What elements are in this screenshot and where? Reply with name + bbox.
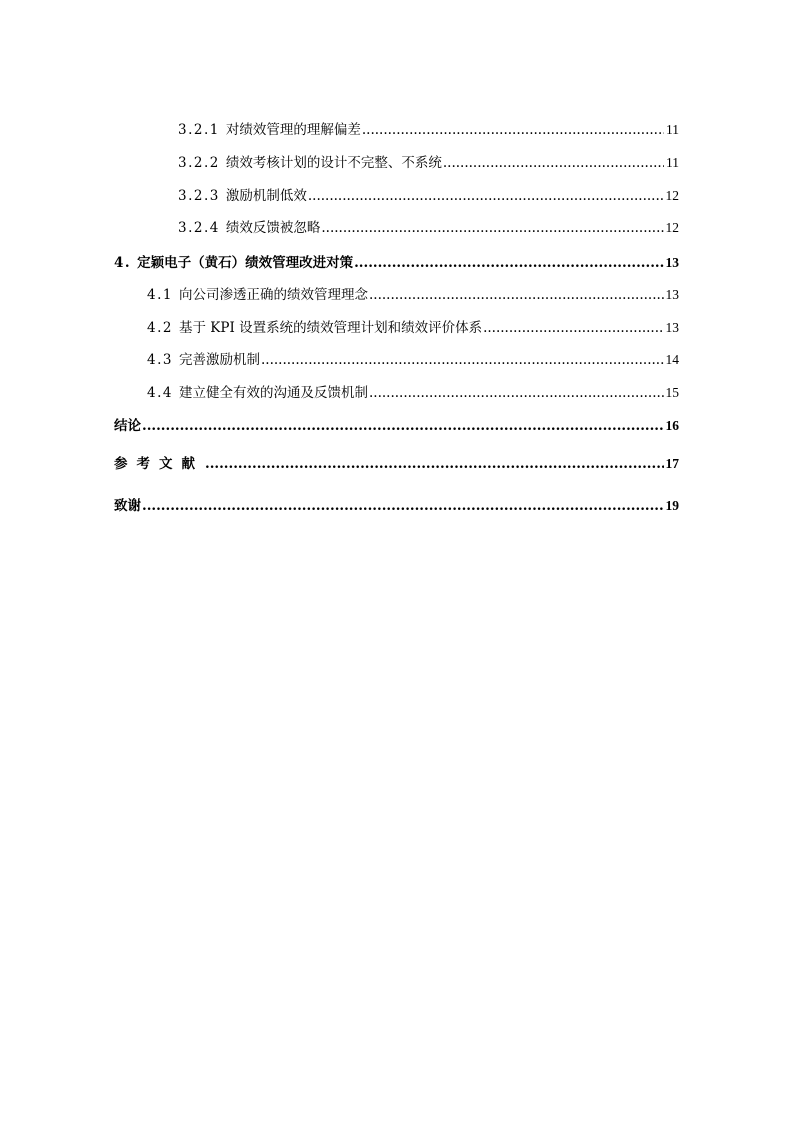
- toc-entry-page: 16: [665, 418, 679, 433]
- toc-dot-leader: [321, 218, 663, 238]
- toc-entry-page: 13: [665, 287, 679, 302]
- toc-entry-number: 4.4: [147, 385, 173, 401]
- toc-entry-page: 17: [665, 456, 679, 471]
- toc-entry-page: 12: [665, 220, 679, 235]
- toc-entry-number: 3.2.1: [178, 122, 220, 138]
- toc-entry-number: 4.1: [147, 287, 173, 303]
- toc-dot-leader: [483, 318, 663, 338]
- toc-dot-leader: [354, 253, 663, 273]
- toc-dot-leader: [261, 350, 664, 370]
- toc-entry-page: 15: [665, 385, 679, 400]
- toc-entry-title: 向公司渗透正确的绩效管理理念: [178, 287, 368, 303]
- toc-entry-references[interactable]: [114, 454, 679, 474]
- toc-entry-title: 激励机制低效: [225, 188, 307, 204]
- toc-entry-title: 建立健全有效的沟通及反馈机制: [178, 385, 368, 401]
- toc-entry-page: 13: [665, 320, 679, 335]
- toc-entry-title: 定颖电子（黄石）绩效管理改进对策: [137, 255, 354, 271]
- toc-entry-title: 绩效反馈被忽略: [225, 220, 321, 236]
- toc-entry-title: 完善激励机制: [178, 352, 260, 368]
- toc-entry-title: 结论: [114, 418, 141, 434]
- toc-entry-number: 4.: [114, 255, 132, 271]
- toc-entry-page: 11: [666, 155, 679, 170]
- toc-entry-3-2-3[interactable]: [178, 186, 679, 206]
- toc-entry-4-1[interactable]: [147, 285, 679, 305]
- toc-entry-page: 12: [665, 188, 679, 203]
- toc-entry-page: 19: [665, 498, 679, 513]
- toc-dot-leader: [369, 383, 664, 403]
- toc-entry-number: 3.2.2: [178, 155, 220, 171]
- toc-entry-conclusion[interactable]: [114, 416, 679, 436]
- toc-dot-leader: [308, 186, 664, 206]
- toc-entry-number: 4.2: [147, 320, 173, 336]
- toc-entry-title: 对绩效管理的理解偏差: [225, 122, 361, 138]
- toc-entry-title: 绩效考核计划的设计不完整、不系统: [225, 155, 442, 171]
- toc-dot-leader: [362, 120, 664, 140]
- toc-entry-title: 基于 KPI 设置系统的绩效管理计划和绩效评价体系: [178, 320, 483, 336]
- toc-entry-number: 4.3: [147, 352, 173, 368]
- toc-dot-leader: [142, 416, 664, 436]
- toc-entry-number: 3.2.3: [178, 188, 220, 204]
- toc-entry-number: 3.2.4: [178, 220, 220, 236]
- toc-entry-4-2[interactable]: [147, 318, 679, 338]
- toc-entry-3-2-1[interactable]: [178, 120, 679, 140]
- toc-entry-4[interactable]: [114, 253, 679, 273]
- toc-dot-leader: [142, 496, 664, 516]
- toc-entry-4-3[interactable]: [147, 350, 679, 370]
- toc-entry-3-2-4[interactable]: [178, 218, 679, 238]
- toc-entry-4-4[interactable]: [147, 383, 679, 403]
- toc-entry-title: 致谢: [114, 498, 141, 514]
- toc-dot-leader: [369, 285, 664, 305]
- toc-entry-3-2-2[interactable]: [178, 153, 679, 173]
- toc-dot-leader: [205, 454, 664, 474]
- toc-entry-acknowledgements[interactable]: [114, 496, 679, 516]
- toc-entry-page: 11: [666, 122, 679, 137]
- toc-dot-leader: [443, 153, 664, 173]
- toc-entry-title: 参考文献: [114, 456, 204, 472]
- toc-entry-page: 14: [665, 352, 679, 367]
- toc-entry-page: 13: [665, 255, 679, 270]
